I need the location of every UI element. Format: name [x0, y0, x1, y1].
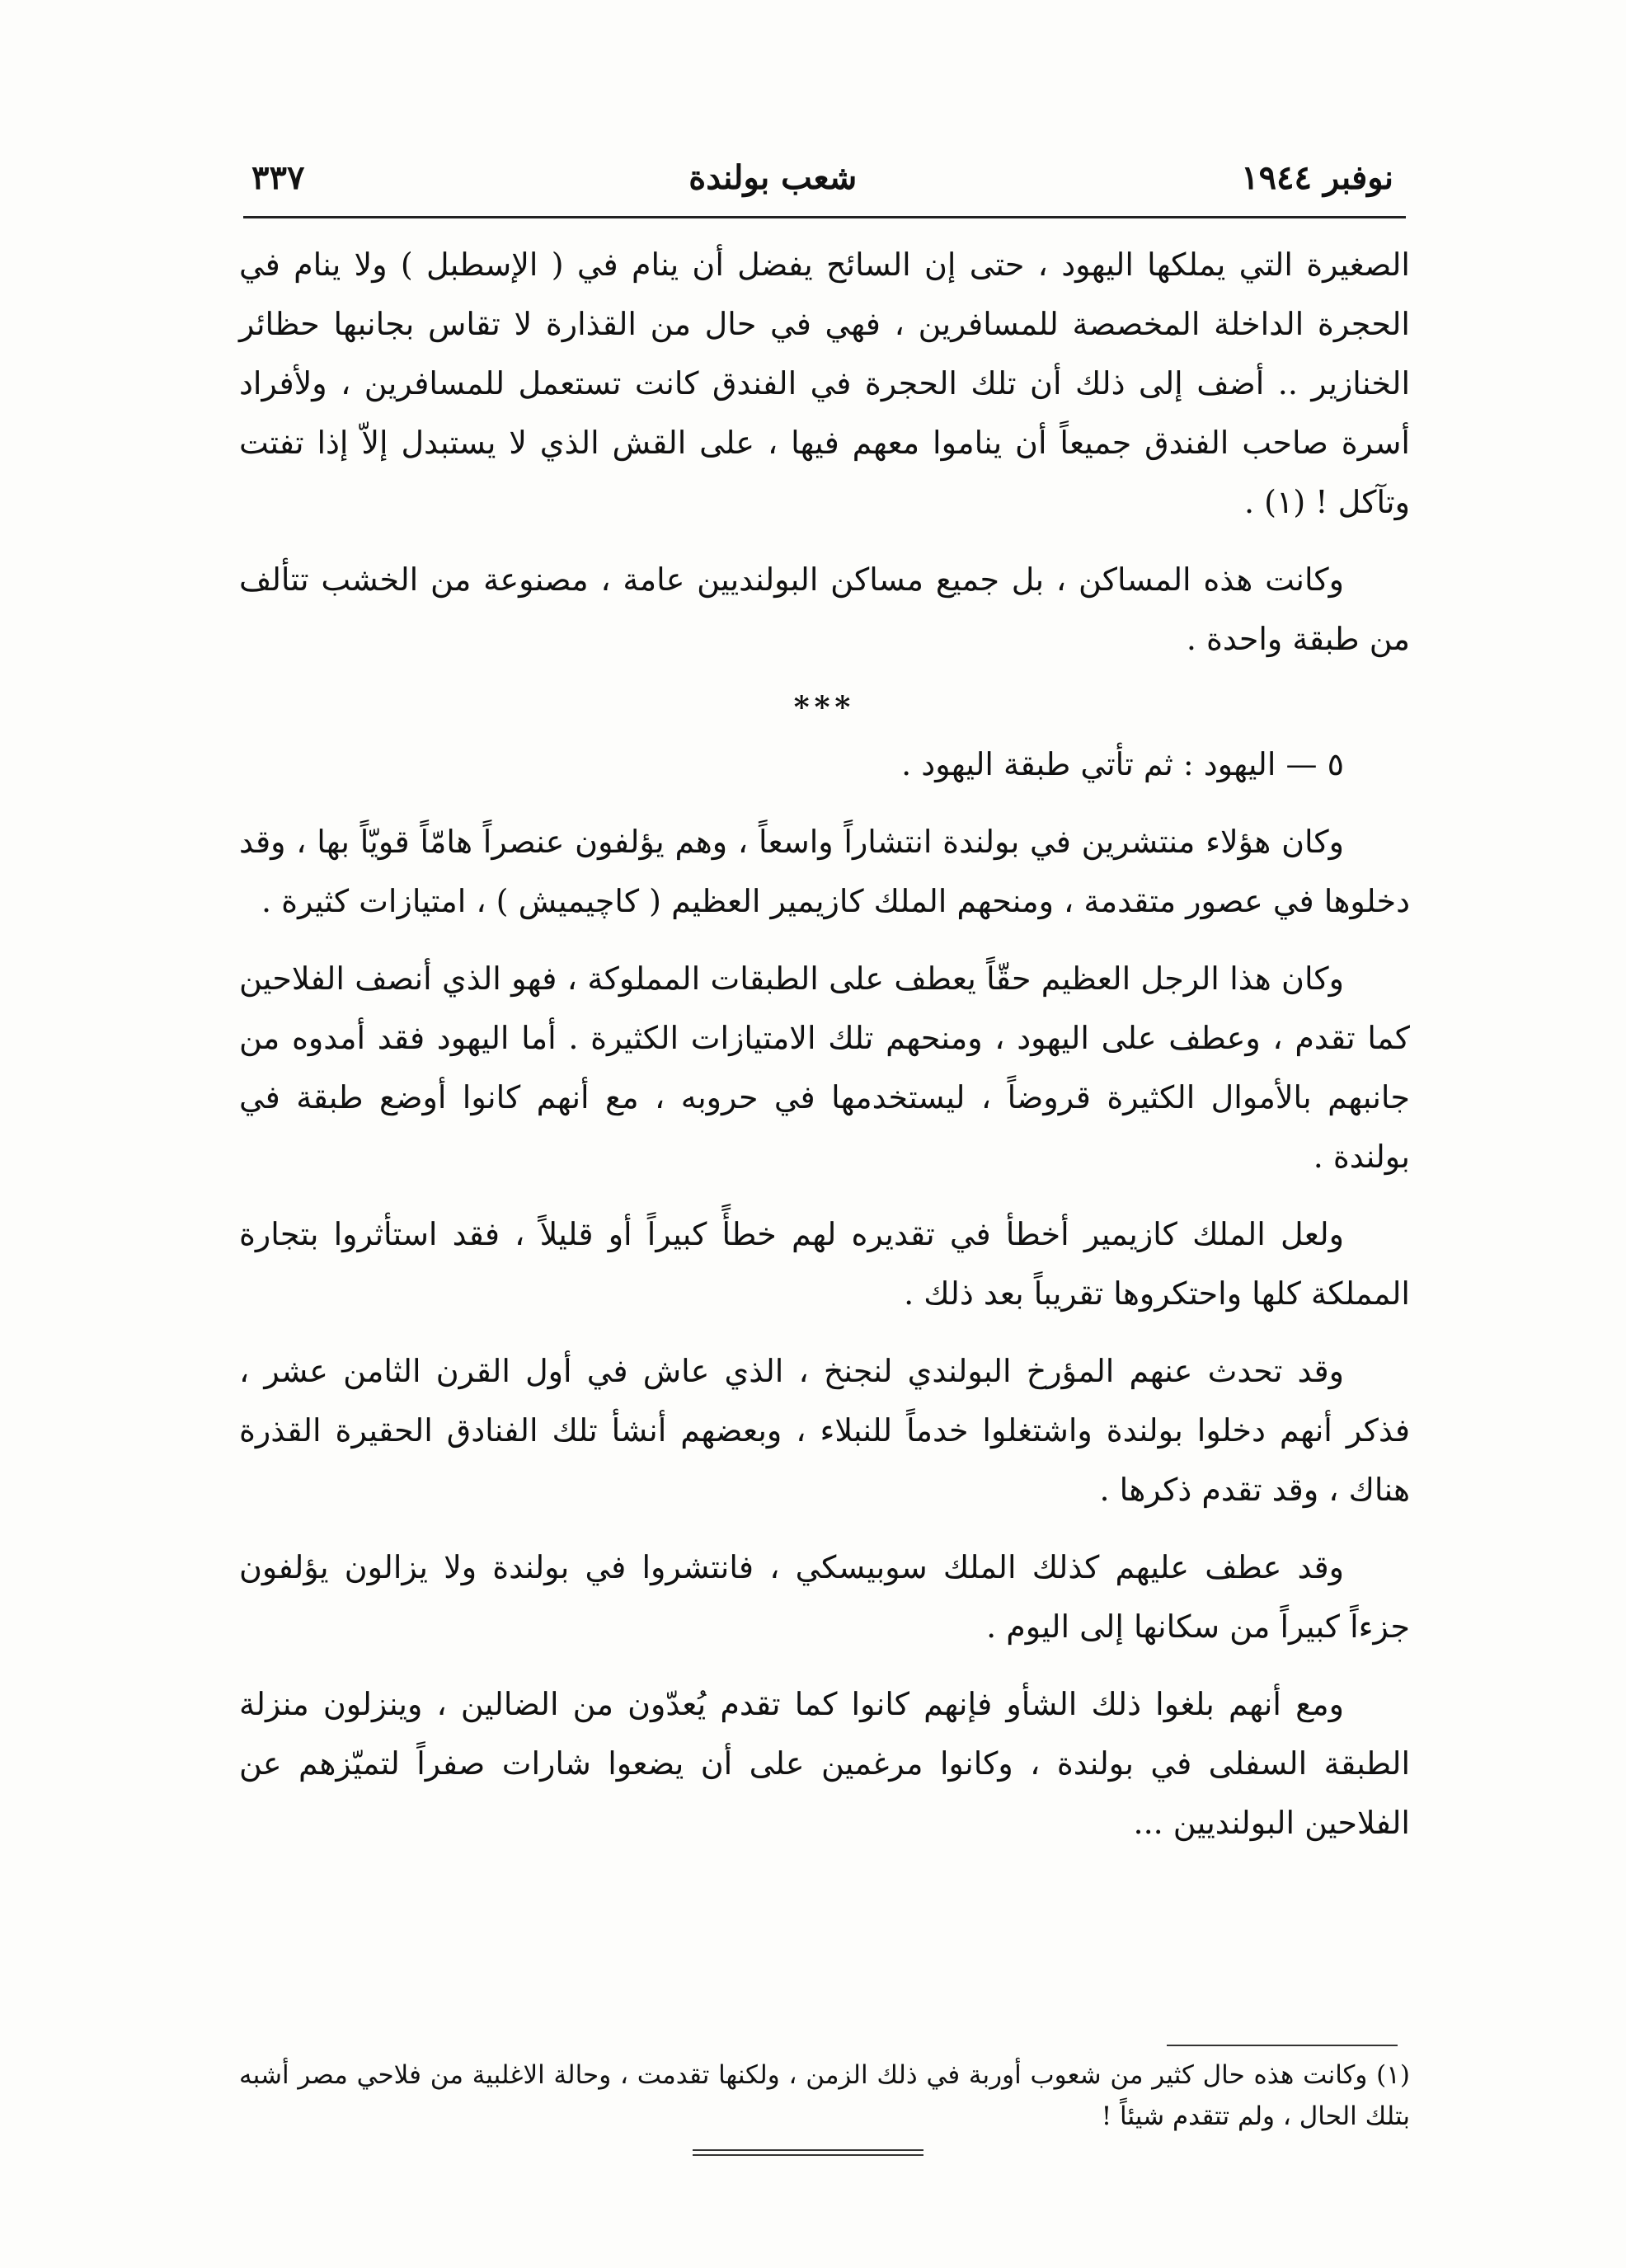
header-date: نوفبر ١٩٤٤: [1241, 157, 1393, 197]
paragraph-5: وكان هذا الرجل العظيم حقّاً يعطف على الطبقات المملوكة ، فهو الذي أنصف الفلاحين كما تقدم ، وعطف على اليهود ، ومنحهم تلك الامتيازات الكثيرة . أما اليهود فقد أمدوه من جانبهم بالأموال الكثيرة قروضاً ، ليستخدمها في حروبه ، مع أنهم كانوا أوضع طبقة في بولندة .: [239, 960, 1410, 1175]
paragraph-1: الصغيرة التي يملكها اليهود ، حتى إن السائح يفضل أن ينام في ( الإسطبل ) ولا ينام في الحجرة الداخلة المخصصة للمسافرين ، فهي في حال من القذارة لا تقاس بجانبها حظائر الخنازير .. أضف إلى ذلك أن تلك الحجرة في الفندق كانت تستعمل للمسافرين ، ولأفراد أسرة صاحب الفندق جميعاً أن يناموا معهم فيها ، على القش الذي لا يستبدل إلاّ إذا تفتت وتآكل ! (١) .: [239, 247, 1410, 520]
paragraph-8: وقد عطف عليهم كذلك الملك سوبيسكي ، فانتشروا في بولندة ولا يزالون يؤلفون جزءاً كبيراً من سكانها إلى اليوم .: [239, 1549, 1410, 1645]
ornament-line-top: [693, 2149, 923, 2151]
paragraph-2: وكانت هذه المساكن ، بل جميع مساكن البولنديين عامة ، مصنوعة من الخشب تتألف من طبقة واحدة .: [239, 561, 1410, 657]
paragraph-7: وقد تحدث عنهم المؤرخ البولندي لنجنخ ، الذي عاش في أول القرن الثامن عشر ، فذكر أنهم دخلوا بولندة واشتغلوا خدماً للنبلاء ، وبعضهم أنشأ تلك الفنادق الحقيرة القذرة هناك ، وقد تقدم ذكرها .: [239, 1353, 1410, 1508]
paragraph-9: ومع أنهم بلغوا ذلك الشأو فإنهم كانوا كما تقدم يُعدّون من الضالين ، وينزلون منزلة الطبقة السفلى في بولندة ، وكانوا مرغمين على أن يضعوا شارات صفراً لتميّزهم عن الفلاحين البولنديين ...: [239, 1686, 1410, 1841]
paragraph-6: ولعل الملك كازيمير أخطأ في تقديره لهم خطأً كبيراً أو قليلاً ، فقد استأثروا بتجارة المملكة كلها واحتكروها تقريباً بعد ذلك .: [239, 1216, 1410, 1312]
paragraph-4: وكان هؤلاء منتشرين في بولندة انتشاراً واسعاً ، وهم يؤلفون عنصراً هامّاً قويّاً بها ، وقد دخلوها في عصور متقدمة ، ومنحهم الملك كازيمير العظيم ( كاچيميش ) ، امتيازات كثيرة .: [239, 824, 1410, 919]
footnote-rule: [1167, 2045, 1398, 2046]
paragraph-3-section-heading: ٥ — اليهود : ثم تأتي طبقة اليهود .: [901, 746, 1344, 782]
section-break: ***: [793, 690, 856, 725]
running-header: [251, 153, 1393, 202]
body-text: [239, 235, 1410, 1871]
end-ornament: [693, 2149, 923, 2161]
ornament-line-bottom: [693, 2154, 923, 2156]
header-rule: [243, 216, 1406, 218]
header-running-title: شعب بولندة: [688, 157, 858, 197]
header-page-number: ٣٣٧: [251, 157, 305, 197]
footnote: (١) وكانت هذه حال كثير من شعوب أوربة في ذلك الزمن ، ولكنها تقدمت ، وحالة الاغلبية من فلاحي مصر أشبه بتلك الحال ، ولم تتقدم شيئاً !: [239, 2060, 1410, 2131]
